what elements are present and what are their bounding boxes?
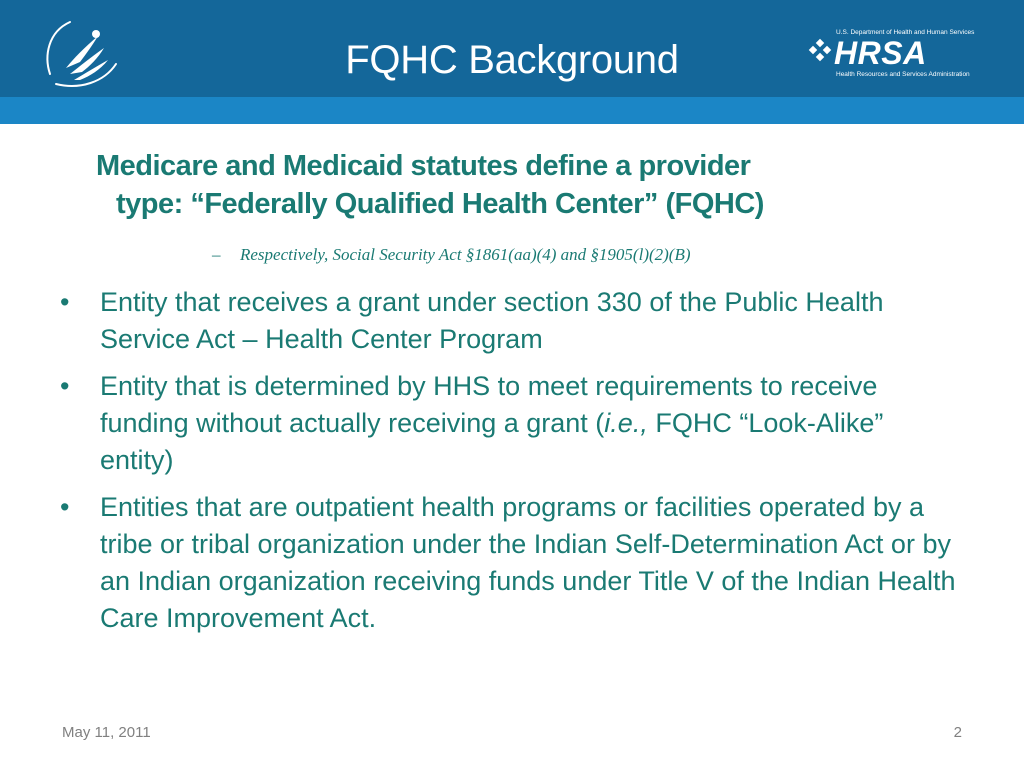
bullet-text: Entity that receives a grant under section 330 of the Public Health Service Act – Health Center Program	[100, 287, 884, 354]
bullet-item-look-alike	[58, 368, 958, 479]
hrsa-diamond-icon	[808, 38, 836, 66]
hrsa-department-text: U.S. Department of Health and Human Services	[836, 29, 975, 36]
slide-number: 2	[953, 724, 962, 741]
citation-text: Respectively, Social Security Act §1861(aa)(4) and §1905(l)(2)(B)	[240, 245, 691, 264]
lead-line-2: type: “Federally Qualified Health Center” (FQHC)	[116, 188, 764, 220]
lead-line-1: Medicare and Medicaid statutes define a provider	[96, 150, 751, 182]
bullet-item-tribal-programs	[58, 489, 958, 637]
bullet-text-italic: i.e.,	[604, 408, 648, 438]
hrsa-subtitle-text: Health Resources and Services Administration	[836, 71, 970, 78]
statute-citation	[212, 245, 691, 265]
bullet-item-grant-recipient	[58, 284, 958, 358]
bullet-text-suffix: FQHC “Look-Alike” entity)	[100, 408, 884, 475]
footer-date: May 11, 2011	[62, 724, 151, 741]
slide-title: FQHC Background	[345, 38, 679, 82]
bullet-text-prefix: Entity that is determined by HHS to meet requirements to receive funding without actually receiving a grant (	[100, 371, 878, 438]
definition-bullet-list	[58, 284, 958, 647]
lead-statement	[96, 147, 956, 223]
hrsa-wordmark: HRSA	[834, 35, 927, 71]
bullet-text: Entities that are outpatient health programs or facilities operated by a tribe or tribal organization under the Indian Self-Determination Act or by an Indian organization receiving funds under Title V of the Indian Health Care Improvement Act.	[100, 492, 956, 633]
hrsa-logo	[808, 26, 974, 82]
slide-header	[0, 0, 1024, 124]
slide-body	[0, 124, 1024, 768]
citation-dash: –	[212, 245, 221, 264]
header-accent-band	[0, 97, 1024, 124]
